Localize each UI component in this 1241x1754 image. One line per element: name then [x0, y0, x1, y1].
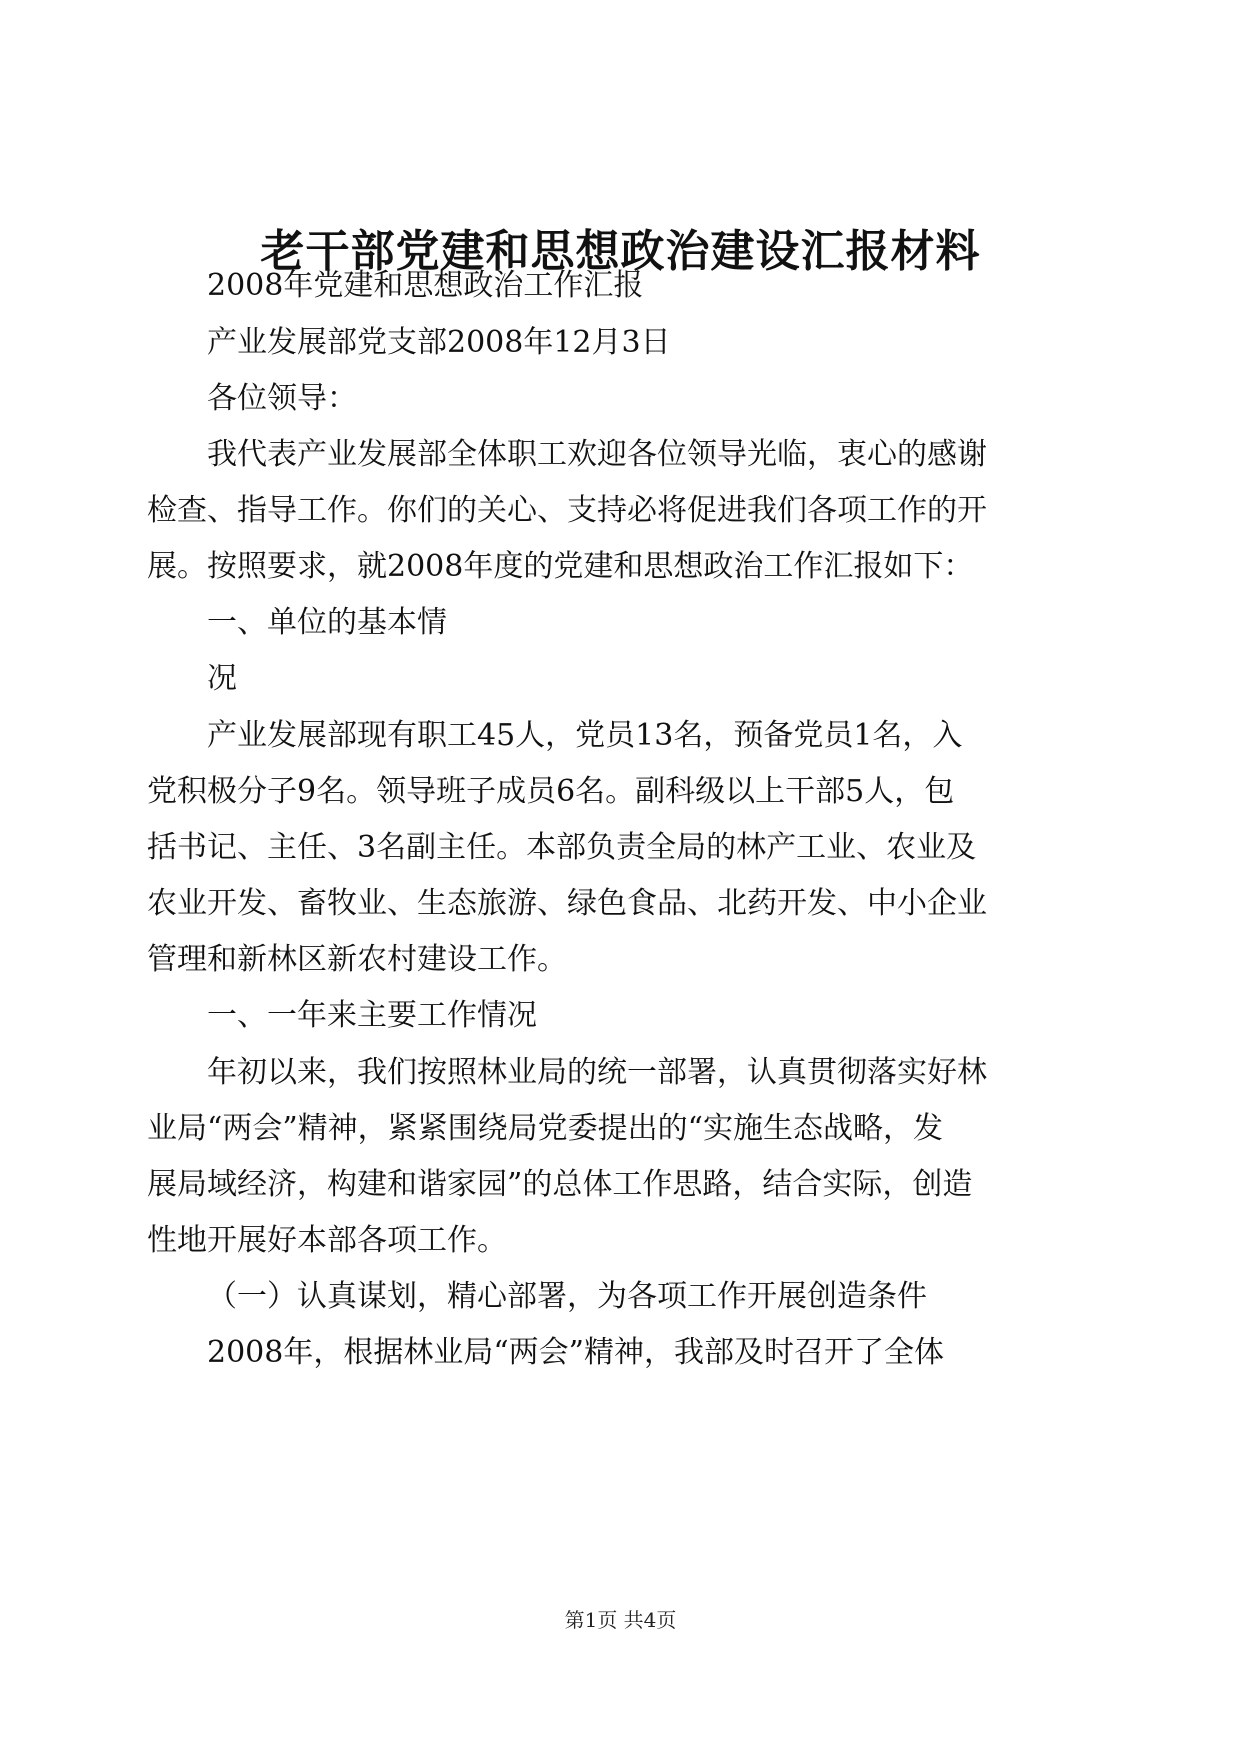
- section-heading-continuation: 况: [207, 661, 237, 696]
- document-title: 老干部党建和思想政治建设汇报材料: [260, 226, 981, 277]
- paragraph-line: 性地开展好本部各项工作。: [147, 1223, 507, 1258]
- section-heading-line: 一、一年来主要工作情况: [207, 998, 537, 1033]
- paragraph-line: 展。按照要求，就2008年度的党建和思想政治工作汇报如下：: [147, 549, 974, 584]
- paragraph-line: 年初以来，我们按照林业局的统一部署，认真贯彻落实好林: [207, 1055, 987, 1090]
- paragraph-line: 括书记、主任、3名副主任。本部负责全局的林产工业、农业及: [147, 830, 977, 865]
- paragraph-line: 业局“两会”精神，紧紧围绕局党委提出的“实施生态战略，发: [147, 1111, 944, 1146]
- subsection-heading-line: （一）认真谋划，精心部署，为各项工作开展创造条件: [207, 1279, 927, 1314]
- page-footer: 第1页 共4页: [564, 1608, 677, 1632]
- paragraph-line: 展局域经济，构建和谐家园”的总体工作思路，结合实际，创造: [147, 1167, 973, 1202]
- paragraph-line: 检查、指导工作。你们的关心、支持必将促进我们各项工作的开: [147, 493, 987, 528]
- paragraph-line: 我代表产业发展部全体职工欢迎各位领导光临，衷心的感谢: [207, 437, 987, 472]
- salutation-line: 各位领导：: [207, 381, 357, 416]
- paragraph-line: 管理和新林区新农村建设工作。: [147, 942, 567, 977]
- paragraph-line: 农业开发、畜牧业、生态旅游、绿色食品、北药开发、中小企业: [147, 886, 987, 921]
- paragraph-line: 党积极分子9名。领导班子成员6名。副科级以上干部5人，包: [147, 774, 955, 809]
- report-date-line: 产业发展部党支部2008年12月3日: [207, 325, 671, 360]
- paragraph-line: 2008年，根据林业局“两会”精神，我部及时召开了全体: [207, 1335, 945, 1370]
- paragraph-line: 产业发展部现有职工45人，党员13名，预备党员1名，入: [207, 718, 963, 753]
- report-subtitle-line: 2008年党建和思想政治工作汇报: [207, 268, 644, 303]
- section-heading-line: 一、单位的基本情: [207, 605, 447, 640]
